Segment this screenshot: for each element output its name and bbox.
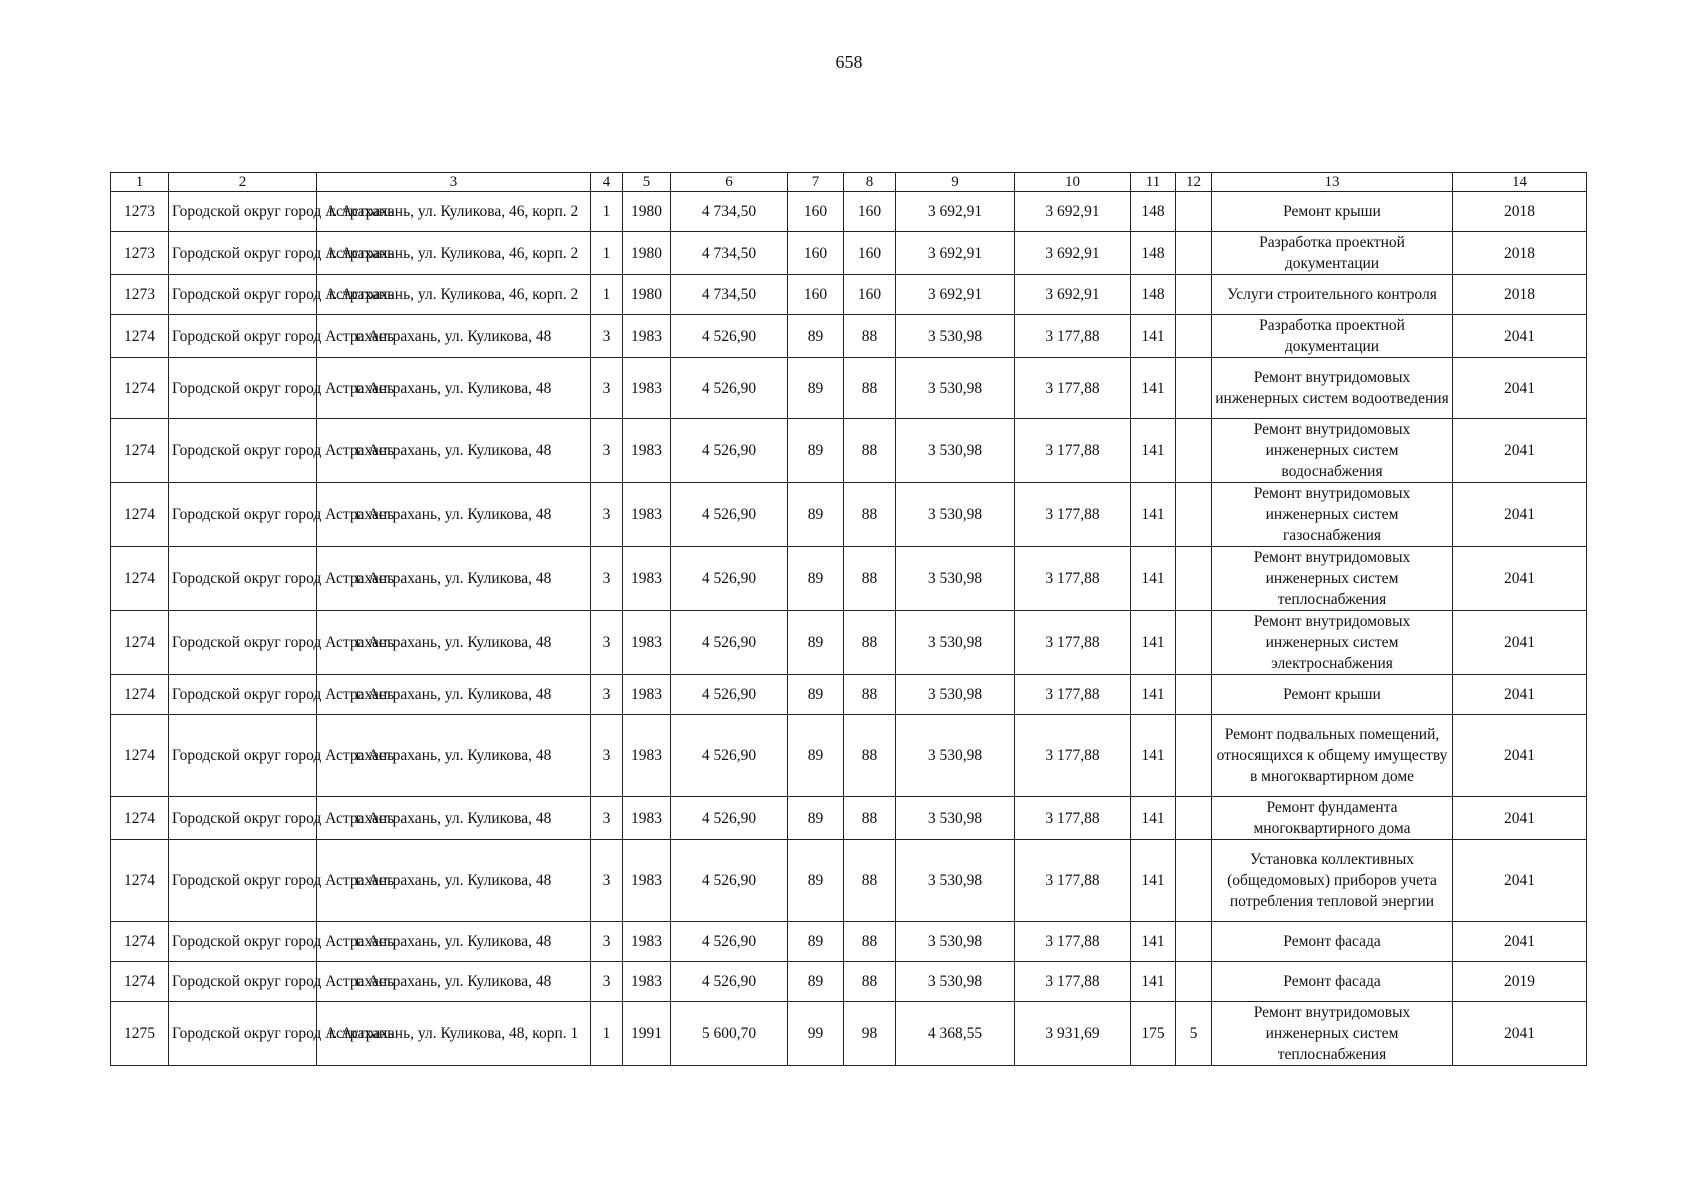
table-cell: Ремонт фасада (1212, 922, 1453, 962)
table-cell (1176, 547, 1212, 611)
table-cell: 2041 (1453, 797, 1587, 840)
table-cell: г. Астрахань, ул. Куликова, 46, корп. 2 (317, 275, 591, 315)
column-number: 1 (111, 173, 169, 192)
table-cell: 1274 (111, 483, 169, 547)
table-cell: 89 (788, 419, 844, 483)
table-cell: 141 (1131, 611, 1176, 675)
table-cell: Городской округ город Астрахань (169, 715, 317, 797)
table-cell: Ремонт фасада (1212, 962, 1453, 1002)
table-cell: 1 (591, 1002, 623, 1066)
column-number: 3 (317, 173, 591, 192)
table-cell: 3 (591, 315, 623, 358)
table-cell: 88 (844, 715, 896, 797)
table-cell: г. Астрахань, ул. Куликова, 48 (317, 675, 591, 715)
table-cell: 2041 (1453, 358, 1587, 419)
table-cell: 3 692,91 (1015, 232, 1131, 275)
table-cell: 3 (591, 547, 623, 611)
table-cell: г. Астрахань, ул. Куликова, 48, корп. 1 (317, 1002, 591, 1066)
column-number: 10 (1015, 173, 1131, 192)
table-cell: 88 (844, 547, 896, 611)
table-cell: 1273 (111, 275, 169, 315)
table-row (111, 611, 1587, 675)
table-cell: 1983 (623, 315, 671, 358)
table-body (111, 192, 1587, 1066)
table-cell: 1983 (623, 358, 671, 419)
table-row (111, 315, 1587, 358)
table-cell: 1274 (111, 922, 169, 962)
table-cell: 3 (591, 840, 623, 922)
column-number: 13 (1212, 173, 1453, 192)
table-cell: 3 (591, 962, 623, 1002)
table-cell (1176, 675, 1212, 715)
table-cell: 1 (591, 232, 623, 275)
table-cell: г. Астрахань, ул. Куликова, 48 (317, 315, 591, 358)
table-cell: Городской округ город Астрахань (169, 315, 317, 358)
table-cell: 2041 (1453, 547, 1587, 611)
table-cell: 88 (844, 840, 896, 922)
table-cell (1176, 358, 1212, 419)
table-cell: 99 (788, 1002, 844, 1066)
table-cell: 2041 (1453, 922, 1587, 962)
table-cell: г. Астрахань, ул. Куликова, 48 (317, 840, 591, 922)
column-number-row (111, 173, 1587, 192)
table-cell: г. Астрахань, ул. Куликова, 48 (317, 547, 591, 611)
table-cell: 88 (844, 419, 896, 483)
table-cell: 1983 (623, 611, 671, 675)
table-cell: Городской округ город Астрахань (169, 962, 317, 1002)
column-number: 6 (671, 173, 788, 192)
table-row (111, 232, 1587, 275)
table-cell (1176, 419, 1212, 483)
table-cell: 89 (788, 611, 844, 675)
table-cell: 3 177,88 (1015, 547, 1131, 611)
table-cell: 89 (788, 715, 844, 797)
table-cell: 88 (844, 315, 896, 358)
table-cell: 1983 (623, 715, 671, 797)
table-cell: 1274 (111, 358, 169, 419)
table-cell (1176, 315, 1212, 358)
table-cell: г. Астрахань, ул. Куликова, 46, корп. 2 (317, 192, 591, 232)
table-cell (1176, 840, 1212, 922)
page-number: 658 (835, 52, 863, 72)
capital-repair-table (110, 172, 1587, 1066)
table-cell: 141 (1131, 358, 1176, 419)
table-cell (1176, 192, 1212, 232)
table-cell: 4 526,90 (671, 611, 788, 675)
table-cell: 1274 (111, 675, 169, 715)
table-cell: 3 530,98 (896, 962, 1015, 1002)
table-cell: 1274 (111, 962, 169, 1002)
table-cell: 4 734,50 (671, 232, 788, 275)
table-cell: Ремонт крыши (1212, 675, 1453, 715)
table-cell: 3 (591, 611, 623, 675)
table-cell: Разработка проектной документации (1212, 315, 1453, 358)
table-cell: 141 (1131, 419, 1176, 483)
table-cell: 88 (844, 483, 896, 547)
table-cell: 3 530,98 (896, 675, 1015, 715)
table-cell: г. Астрахань, ул. Куликова, 48 (317, 419, 591, 483)
table-row (111, 840, 1587, 922)
table-cell: 1980 (623, 192, 671, 232)
table-cell: 160 (844, 232, 896, 275)
table-cell: 4 526,90 (671, 315, 788, 358)
table-cell: 148 (1131, 232, 1176, 275)
table-cell: 2041 (1453, 675, 1587, 715)
table-cell: Городской округ город Астрахань (169, 275, 317, 315)
table-cell: 3 (591, 797, 623, 840)
table-cell: 4 526,90 (671, 483, 788, 547)
table-cell: 148 (1131, 192, 1176, 232)
table-cell: 1274 (111, 611, 169, 675)
table-cell (1176, 483, 1212, 547)
column-number: 9 (896, 173, 1015, 192)
table-cell: 1983 (623, 962, 671, 1002)
table-cell: 3 692,91 (1015, 275, 1131, 315)
table-cell: 141 (1131, 675, 1176, 715)
table-cell: 175 (1131, 1002, 1176, 1066)
table-cell: 4 734,50 (671, 275, 788, 315)
column-number: 4 (591, 173, 623, 192)
table-cell: Городской округ город Астрахань (169, 358, 317, 419)
table-cell: 4 526,90 (671, 715, 788, 797)
table-cell: Ремонт фундамента многоквартирного дома (1212, 797, 1453, 840)
table-cell: 88 (844, 922, 896, 962)
table-cell: 160 (788, 232, 844, 275)
table-cell: 4 734,50 (671, 192, 788, 232)
table-cell: 1274 (111, 419, 169, 483)
table-cell: 89 (788, 675, 844, 715)
table-cell: 3 177,88 (1015, 715, 1131, 797)
table-cell: 5 (1176, 1002, 1212, 1066)
table-cell: 4 526,90 (671, 358, 788, 419)
table-cell: 141 (1131, 840, 1176, 922)
table-cell: 1983 (623, 922, 671, 962)
table-cell: Ремонт подвальных помещений, относящихся к общему имуществу в многоквартирном доме (1212, 715, 1453, 797)
table-cell: 3 177,88 (1015, 611, 1131, 675)
table-cell: 2018 (1453, 275, 1587, 315)
table-cell: 1983 (623, 419, 671, 483)
table-cell: Ремонт внутридомовых инженерных систем газоснабжения (1212, 483, 1453, 547)
table-cell: 3 177,88 (1015, 315, 1131, 358)
table-cell: 3 530,98 (896, 358, 1015, 419)
table-cell: 1275 (111, 1002, 169, 1066)
table-cell: г. Астрахань, ул. Куликова, 48 (317, 715, 591, 797)
table-cell: 3 177,88 (1015, 483, 1131, 547)
table-cell: 88 (844, 797, 896, 840)
table-cell: Городской округ город Астрахань (169, 1002, 317, 1066)
table-cell: 4 526,90 (671, 547, 788, 611)
table-cell: 3 530,98 (896, 483, 1015, 547)
table-cell: 2041 (1453, 419, 1587, 483)
table-cell: 4 526,90 (671, 962, 788, 1002)
table-cell: 1273 (111, 232, 169, 275)
table-row (111, 1002, 1587, 1066)
table-cell: 1274 (111, 547, 169, 611)
table-row (111, 797, 1587, 840)
table-cell: 3 (591, 922, 623, 962)
table-cell: 3 530,98 (896, 797, 1015, 840)
table-cell: Городской округ город Астрахань (169, 611, 317, 675)
table-cell: 3 (591, 675, 623, 715)
table-cell: 88 (844, 611, 896, 675)
table-cell: 141 (1131, 715, 1176, 797)
table-cell: г. Астрахань, ул. Куликова, 48 (317, 797, 591, 840)
table-cell: 141 (1131, 315, 1176, 358)
table-cell: 89 (788, 358, 844, 419)
table-cell: 4 526,90 (671, 797, 788, 840)
table-cell: 141 (1131, 962, 1176, 1002)
table-cell: 4 526,90 (671, 419, 788, 483)
table-row (111, 922, 1587, 962)
table-cell: 3 (591, 419, 623, 483)
table-cell: 3 177,88 (1015, 797, 1131, 840)
table-cell: 3 177,88 (1015, 840, 1131, 922)
table-cell (1176, 611, 1212, 675)
table-cell: Ремонт внутридомовых инженерных систем водоотведения (1212, 358, 1453, 419)
table-cell: 4 368,55 (896, 1002, 1015, 1066)
table-cell: 160 (788, 275, 844, 315)
table-cell: 1 (591, 275, 623, 315)
table-cell: 3 530,98 (896, 715, 1015, 797)
table-cell: 160 (844, 275, 896, 315)
table-cell: 88 (844, 675, 896, 715)
table-cell: 141 (1131, 547, 1176, 611)
table-cell: 3 530,98 (896, 611, 1015, 675)
table-cell: г. Астрахань, ул. Куликова, 48 (317, 962, 591, 1002)
column-number: 8 (844, 173, 896, 192)
table-cell: 1991 (623, 1002, 671, 1066)
table-cell: 3 692,91 (1015, 192, 1131, 232)
table-cell: 89 (788, 922, 844, 962)
table-cell: 141 (1131, 483, 1176, 547)
table-cell: 1274 (111, 315, 169, 358)
table-cell: Городской округ город Астрахань (169, 192, 317, 232)
table-cell: Ремонт крыши (1212, 192, 1453, 232)
table-cell: 2041 (1453, 1002, 1587, 1066)
table-cell: 3 177,88 (1015, 358, 1131, 419)
table-cell: Ремонт внутридомовых инженерных систем водоснабжения (1212, 419, 1453, 483)
table-row (111, 483, 1587, 547)
table-cell: г. Астрахань, ул. Куликова, 48 (317, 483, 591, 547)
table-row (111, 192, 1587, 232)
table-cell: 89 (788, 547, 844, 611)
table-cell: Услуги строительного контроля (1212, 275, 1453, 315)
table-cell: 3 177,88 (1015, 419, 1131, 483)
table-cell: 2018 (1453, 192, 1587, 232)
table-cell: Городской округ город Астрахань (169, 232, 317, 275)
table-cell: 89 (788, 315, 844, 358)
table-cell: 1273 (111, 192, 169, 232)
table-cell: 1274 (111, 840, 169, 922)
table-cell: 89 (788, 483, 844, 547)
table-cell: 3 692,91 (896, 275, 1015, 315)
table-cell: 4 526,90 (671, 675, 788, 715)
table-cell: г. Астрахань, ул. Куликова, 48 (317, 611, 591, 675)
table-cell: 1983 (623, 547, 671, 611)
table-cell (1176, 715, 1212, 797)
table-row (111, 275, 1587, 315)
table-cell: 2041 (1453, 715, 1587, 797)
table-cell (1176, 797, 1212, 840)
table-cell: 3 931,69 (1015, 1002, 1131, 1066)
table-cell: г. Астрахань, ул. Куликова, 48 (317, 358, 591, 419)
table-cell (1176, 922, 1212, 962)
table-cell: Ремонт внутридомовых инженерных систем теплоснабжения (1212, 1002, 1453, 1066)
table-header (111, 173, 1587, 192)
table-row (111, 675, 1587, 715)
table-cell: г. Астрахань, ул. Куликова, 48 (317, 922, 591, 962)
column-number: 11 (1131, 173, 1176, 192)
table-cell (1176, 232, 1212, 275)
table-cell: 3 530,98 (896, 315, 1015, 358)
table-cell: 89 (788, 962, 844, 1002)
column-number: 7 (788, 173, 844, 192)
table-cell: 141 (1131, 922, 1176, 962)
table-cell: 5 600,70 (671, 1002, 788, 1066)
table-cell: 160 (844, 192, 896, 232)
table-cell (1176, 962, 1212, 1002)
table-cell: 88 (844, 962, 896, 1002)
table-row (111, 715, 1587, 797)
table-cell: Городской округ город Астрахань (169, 547, 317, 611)
table-cell: 98 (844, 1002, 896, 1066)
table-cell: 2018 (1453, 232, 1587, 275)
table-cell: 3 530,98 (896, 922, 1015, 962)
table-cell: Городской округ город Астрахань (169, 675, 317, 715)
table-row (111, 419, 1587, 483)
table-row (111, 358, 1587, 419)
table-cell: 148 (1131, 275, 1176, 315)
table-cell: Городской округ город Астрахань (169, 483, 317, 547)
table-cell: Городской округ город Астрахань (169, 797, 317, 840)
column-number: 5 (623, 173, 671, 192)
table-cell: 88 (844, 358, 896, 419)
table-cell: Разработка проектной документации (1212, 232, 1453, 275)
table-cell: 3 (591, 483, 623, 547)
table-cell: 1983 (623, 675, 671, 715)
table-cell: 2041 (1453, 840, 1587, 922)
table-row (111, 962, 1587, 1002)
table-cell: 2041 (1453, 315, 1587, 358)
table-cell: 141 (1131, 797, 1176, 840)
table-cell: 2019 (1453, 962, 1587, 1002)
table-cell (1176, 275, 1212, 315)
table-cell: 3 530,98 (896, 840, 1015, 922)
table-cell: 3 692,91 (896, 232, 1015, 275)
table-cell: 1274 (111, 715, 169, 797)
table-cell: 3 530,98 (896, 547, 1015, 611)
table-cell: 3 (591, 358, 623, 419)
table-cell: 3 177,88 (1015, 922, 1131, 962)
table-cell: 160 (788, 192, 844, 232)
table-cell: 4 526,90 (671, 922, 788, 962)
table-cell: 1274 (111, 797, 169, 840)
table-cell: 2041 (1453, 611, 1587, 675)
table-cell: 1980 (623, 232, 671, 275)
table-cell: 4 526,90 (671, 840, 788, 922)
table-cell: 1980 (623, 275, 671, 315)
table-cell: Городской округ город Астрахань (169, 840, 317, 922)
column-number: 14 (1453, 173, 1587, 192)
table-cell: г. Астрахань, ул. Куликова, 46, корп. 2 (317, 232, 591, 275)
table-cell: 3 177,88 (1015, 962, 1131, 1002)
table-cell: 1983 (623, 840, 671, 922)
table-cell: 3 (591, 715, 623, 797)
table-cell: Установка коллективных (общедомовых) приборов учета потребления тепловой энергии (1212, 840, 1453, 922)
table-cell: Городской округ город Астрахань (169, 922, 317, 962)
table-cell: Ремонт внутридомовых инженерных систем электроснабжения (1212, 611, 1453, 675)
table-cell: 3 530,98 (896, 419, 1015, 483)
table-cell: 1983 (623, 483, 671, 547)
table-cell: Ремонт внутридомовых инженерных систем теплоснабжения (1212, 547, 1453, 611)
table-cell: 3 692,91 (896, 192, 1015, 232)
table-cell: 89 (788, 840, 844, 922)
table-cell: 2041 (1453, 483, 1587, 547)
table-cell: 89 (788, 797, 844, 840)
table-cell: 1 (591, 192, 623, 232)
table-cell: 3 177,88 (1015, 675, 1131, 715)
table-cell: 1983 (623, 797, 671, 840)
table-row (111, 547, 1587, 611)
column-number: 12 (1176, 173, 1212, 192)
table-cell: Городской округ город Астрахань (169, 419, 317, 483)
column-number: 2 (169, 173, 317, 192)
